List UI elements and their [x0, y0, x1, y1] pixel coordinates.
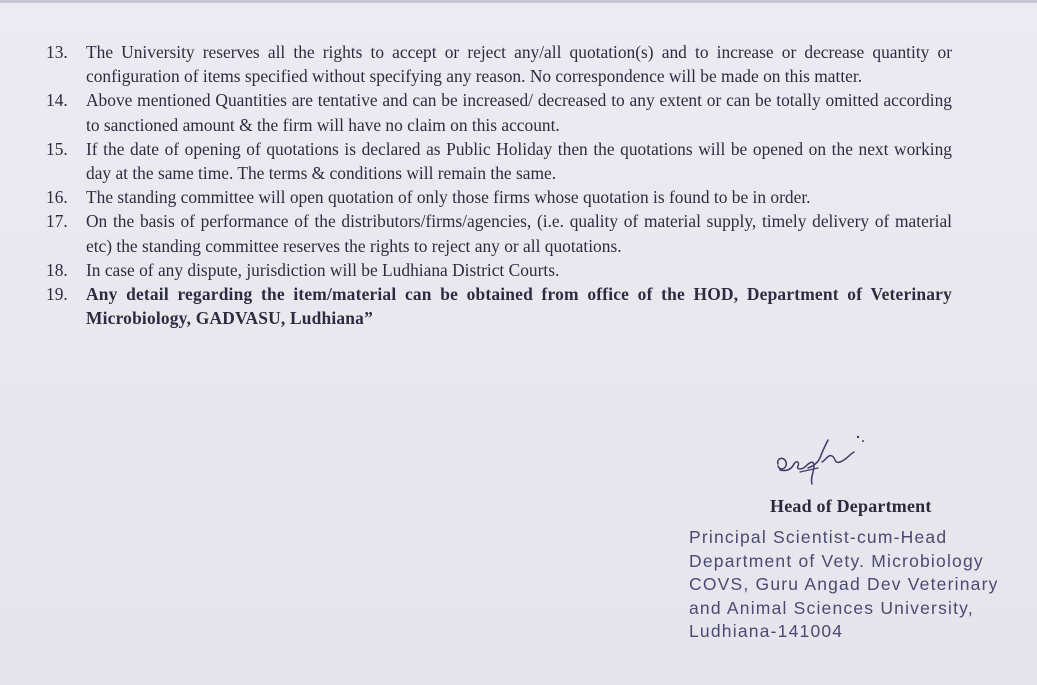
- term-number: 15.: [46, 138, 68, 159]
- official-stamp: [689, 526, 999, 644]
- signatory-title: Head of Department: [770, 496, 932, 516]
- terms-list: [46, 40, 952, 330]
- term-18: [46, 258, 952, 282]
- term-number: 17.: [46, 211, 68, 232]
- term-text: If the date of opening of quotations is declared as Public Holiday then the quotations will be opened on the next working day at the same time. The terms & conditions will remain the same.: [86, 138, 952, 184]
- stamp-line: COVS, Guru Angad Dev Veterinary: [689, 574, 999, 595]
- term-text: The standing committee will open quotation of only those firms whose quotation is found to be in order.: [86, 187, 811, 208]
- term-16: [46, 185, 952, 209]
- page-top-edge: [0, 0, 1037, 3]
- term-13: [46, 40, 952, 88]
- term-text: On the basis of performance of the distributors/firms/agencies, (i.e. quality of material supply, timely delivery of material etc) the standing committee reserves the rights to reject any or all quotations.: [86, 211, 952, 256]
- stamp-line: and Animal Sciences University,: [689, 597, 974, 618]
- term-text: Any detail regarding the item/material can be obtained from office of the HOD, Department of Veterinary Microbiology, GADVASU, Ludhiana”: [86, 284, 952, 329]
- term-number: 19.: [46, 284, 68, 305]
- term-15: [46, 137, 952, 185]
- handwritten-signature: [770, 432, 865, 492]
- term-number: 18.: [46, 259, 68, 280]
- term-17: [46, 209, 952, 257]
- term-number: 13.: [46, 42, 68, 62]
- term-text: In case of any dispute, jurisdiction will be Ludhiana District Courts.: [86, 259, 560, 280]
- term-14: [46, 88, 952, 136]
- term-text: The University reserves all the rights to accept or reject any/all quotation(s) and to increase or decrease quantity or configuration of items specified without specifying any reason. No correspondence will be made on this matter.: [86, 42, 952, 87]
- stamp-line: Department of Vety. Microbiology: [689, 550, 984, 571]
- term-number: 16.: [46, 187, 68, 208]
- term-number: 14.: [46, 90, 68, 111]
- stamp-line: Principal Scientist-cum-Head: [689, 527, 948, 547]
- stamp-line: Ludhiana-141004: [689, 621, 844, 642]
- term-19: [46, 282, 952, 330]
- term-text: Above mentioned Quantities are tentative and can be increased/ decreased to any extent or can be totally omitted according to sanctioned amount & the firm will have no claim on this account.: [86, 90, 952, 135]
